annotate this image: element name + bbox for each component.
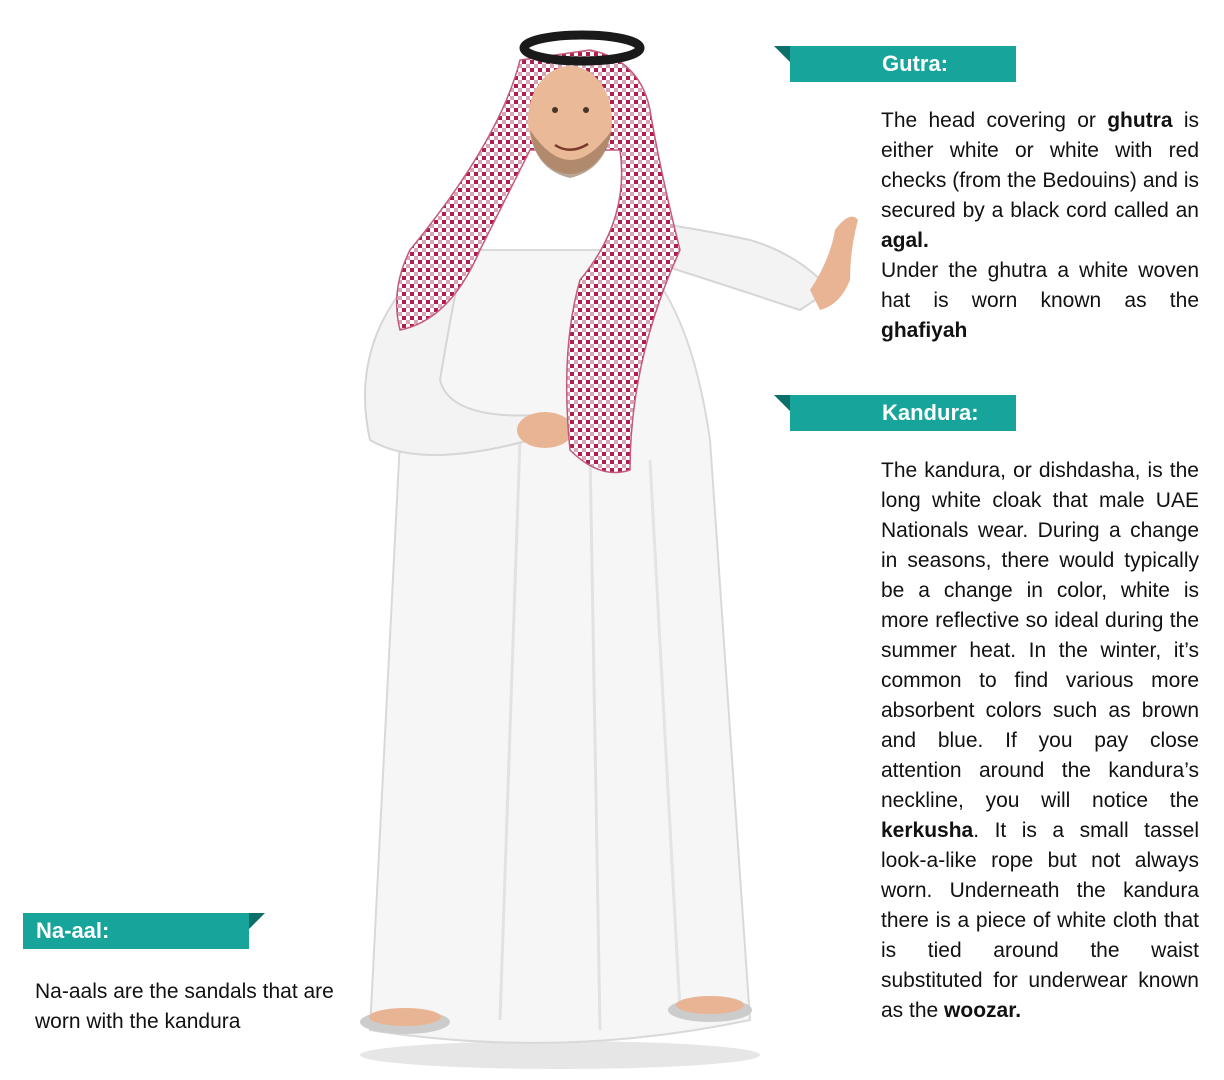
agal-cord [524,35,640,61]
kandura-paragraph [881,456,1199,1026]
naaal-description: Na-aals are the sandals that are worn with the kandura [35,980,334,1033]
gutra-heading [790,46,1016,82]
kandura-heading-text: Kandura: [882,400,979,425]
kandura-description [881,456,1199,1026]
floor-shadow [360,1041,760,1069]
banner-fold [774,46,790,62]
text-run: The kandura, or dishdasha, is the long white cloak that male UAE Nationals wear. During a change in seasons, there would typically be a change in color, white is more reflective so ideal during the summer heat. In the winter, it’s common to find various more absorbent colors such as brown and blue. If you pay close attention around the kandura’s neckline, you will notice the [881,459,1199,812]
gutra-heading-text: Gutra: [882,51,948,76]
gutra-paragraph-1 [881,106,1199,256]
text-run: Under the ghutra a white woven hat is worn known as the [881,259,1199,312]
gutra-description [881,106,1199,346]
bold-term: woozar. [944,999,1022,1022]
right-hand [810,217,858,310]
text-run: . It is a small tassel look-a-like rope but not always worn. Underneath the kandura there is a piece of white cloth that is tied around the waist substituted for underwear known as the [881,819,1199,1022]
bold-term: kerkusha [881,819,974,842]
bold-term: ghafiyah [881,319,968,342]
gutra-paragraph-2 [881,256,1199,346]
naaal-heading [23,913,249,949]
kandura-heading [790,395,1016,431]
naaal-heading-text: Na-aal: [36,918,110,943]
text-run: The head covering or [881,109,1108,132]
man-in-kandura-illustration [330,20,870,1080]
banner-fold [249,913,265,929]
banner-fold [774,395,790,411]
left-hand [517,412,573,448]
bold-term: ghutra [1107,109,1173,132]
text-run: is either white or white with red checks (from the Bedouins) and is secured by a black cord called an [881,109,1200,222]
bold-term: agal. [881,229,929,252]
